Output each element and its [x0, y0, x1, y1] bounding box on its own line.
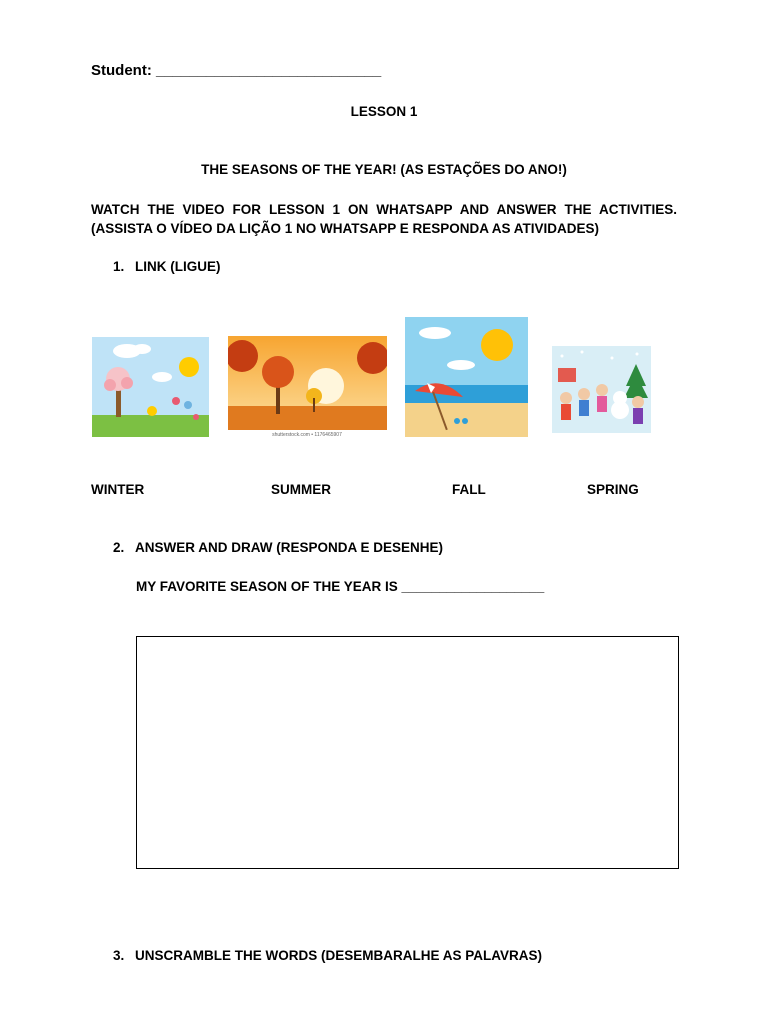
student-name-line: Student: ___________________________ [91, 62, 382, 79]
question-text: LINK (LIGUE) [135, 259, 221, 274]
question-1 [113, 259, 221, 274]
drawing-box[interactable] [136, 636, 679, 869]
page-title: THE SEASONS OF THE YEAR! (AS ESTAÇÕES DO ANO!) [201, 162, 567, 177]
question-number: 3. [113, 948, 125, 963]
question-3 [113, 948, 542, 963]
question-2 [113, 540, 443, 555]
question-number: 2. [113, 540, 125, 555]
season-label-spring: SPRING [587, 482, 639, 497]
image-watermark: shutterstock.com • 1176465907 [272, 432, 342, 438]
season-label-summer: SUMMER [271, 482, 331, 497]
spring-illustration [92, 337, 209, 437]
season-label-winter: WINTER [91, 482, 145, 497]
question-text: UNSCRAMBLE THE WORDS (DESEMBARALHE AS PALAVRAS) [135, 948, 542, 963]
lesson-heading: LESSON 1 [350, 104, 418, 119]
winter-illustration [552, 346, 651, 433]
fall-illustration [228, 336, 387, 438]
question-number: 1. [113, 259, 125, 274]
question-text: ANSWER AND DRAW (RESPONDA E DESENHE) [135, 540, 444, 555]
season-label-fall: FALL [452, 482, 486, 497]
favorite-season-prompt: MY FAVORITE SEASON OF THE YEAR IS ___________________ [136, 579, 545, 594]
summer-illustration [405, 317, 528, 437]
instructions-text: WATCH THE VIDEO FOR LESSON 1 ON WHATSAPP AND ANSWER THE ACTIVITIES.(ASSISTA O VÍDEO DA LIÇÃO 1 NO WHATSAPP E RESPONDA AS ATIVIDADES) [91, 202, 677, 236]
